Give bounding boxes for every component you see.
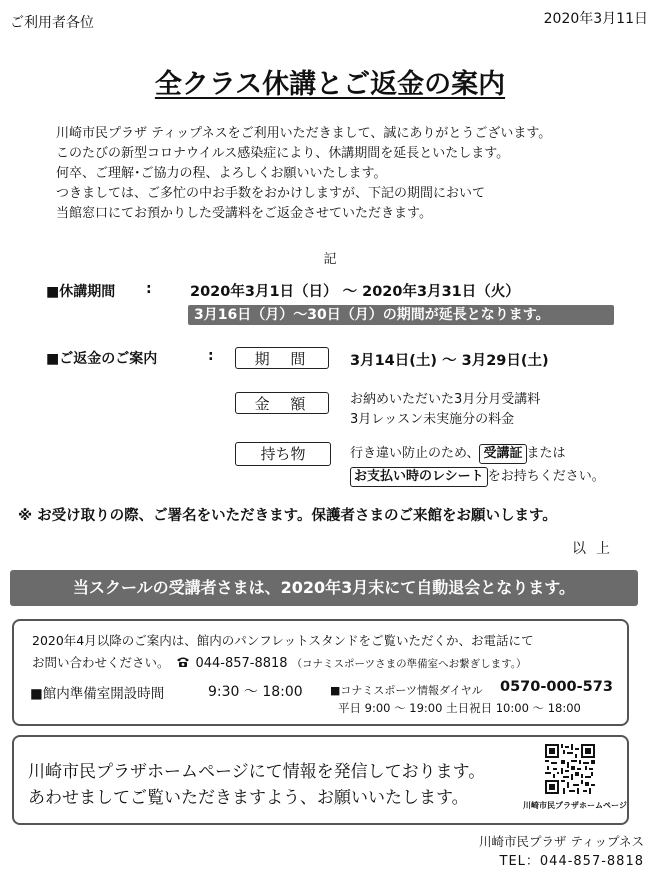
qr-caption: 川崎市民プラザホームページ (523, 801, 627, 810)
items-label-box: 持ち物 (235, 442, 331, 466)
page-title: 全クラス休講とご返金の案内 (154, 69, 506, 100)
konami-dial-phone: 0570-000-573 (500, 679, 613, 695)
amount-line-2: 3月レッスン未実施分の料金 (350, 412, 515, 427)
member-card-box: 受講証 (479, 444, 526, 464)
items-line-2: お支払い時のレシート をお持ちください。 (350, 465, 605, 487)
konami-dial-label: ■コナミスポーツ情報ダイヤル (330, 684, 483, 697)
extension-notice: 3月16日（月）～30日（月）の期間が延長となります。 (188, 305, 614, 325)
intro-line: 当館窓口にてお預かりした受講料をご返金させていただきます。 (56, 206, 432, 221)
auto-withdrawal-banner: 当スクールの受講者さまは、2020年3月末にて自動退会となります。 (10, 570, 638, 606)
homepage-line-2: あわせましてご覧いただきますよう、お願いいたします。 (28, 788, 469, 808)
amount-label-box: 金 額 (235, 392, 329, 414)
footer-org: 川崎市民プラザ ティップネス (479, 834, 644, 849)
intro-line: 何卒、ご理解･ご協力の程、よろしくお願いいたします。 (56, 166, 387, 181)
info-line-2: お問い合わせください。 044-857-8818 （コナミスポーツさまの準備室へお繋ぎします。） (32, 655, 527, 671)
amount-line-1: お納めいただいた3月分月受講料 (350, 392, 541, 407)
issue-date: 2020年3月11日 (543, 11, 648, 27)
closure-period: 2020年3月1日（日） ～ 2020年3月31日（火） (190, 284, 520, 300)
info-line-1: 2020年4月以降のご案内は、館内のパンフレットスタンドをご覧いただくか、お電話にて (32, 633, 534, 648)
intro-line: つきましては、ご多忙の中お手数をおかけしますが、下記の期間において (56, 186, 486, 201)
signature-note: ※ お受け取りの際、ご署名をいただきます。保護者さまのご来館をお願いします。 (18, 508, 557, 524)
closure-label: ■休講期間 (46, 284, 116, 300)
intro-line: 川崎市民プラザ ティップネスをご利用いただきまして、誠にありがとうございます。 (56, 126, 552, 141)
receipt-box: お支払い時のレシート (350, 467, 488, 487)
ijou-mark: 以上 (572, 541, 620, 557)
period-label-box: 期 間 (235, 347, 329, 369)
recipient-heading: ご利用者各位 (10, 15, 94, 31)
homepage-line-1: 川崎市民プラザホームページにて情報を発信しております。 (28, 762, 486, 782)
refund-label: ■ご返金のご案内 (46, 351, 158, 367)
phone-icon (176, 656, 190, 668)
qr-code-icon[interactable] (545, 744, 595, 794)
footer-tel: TEL：044-857-8818 (499, 854, 644, 869)
ki-heading: 記 (323, 252, 337, 267)
konami-dial-hours: 平日 9:00 ～ 19:00 土日祝日 10:00 ～ 18:00 (338, 701, 581, 715)
intro-paragraph (56, 124, 551, 224)
refund-period: 3月14日(土) ～ 3月29日(土) (350, 353, 549, 369)
prep-room-label: ■館内準備室開設時間 (30, 686, 165, 702)
closure-colon: : (146, 281, 152, 297)
intro-line: このたびの新型コロナウイルス感染症により、休講期間を延長といたします。 (56, 146, 510, 161)
prep-room-hours: 9:30 ～ 18:00 (208, 684, 303, 700)
info-phone: 044-857-8818 (195, 656, 288, 671)
items-line-1: 行き違い防止のため、 受講証 または (350, 442, 566, 464)
refund-colon: : (208, 348, 214, 364)
